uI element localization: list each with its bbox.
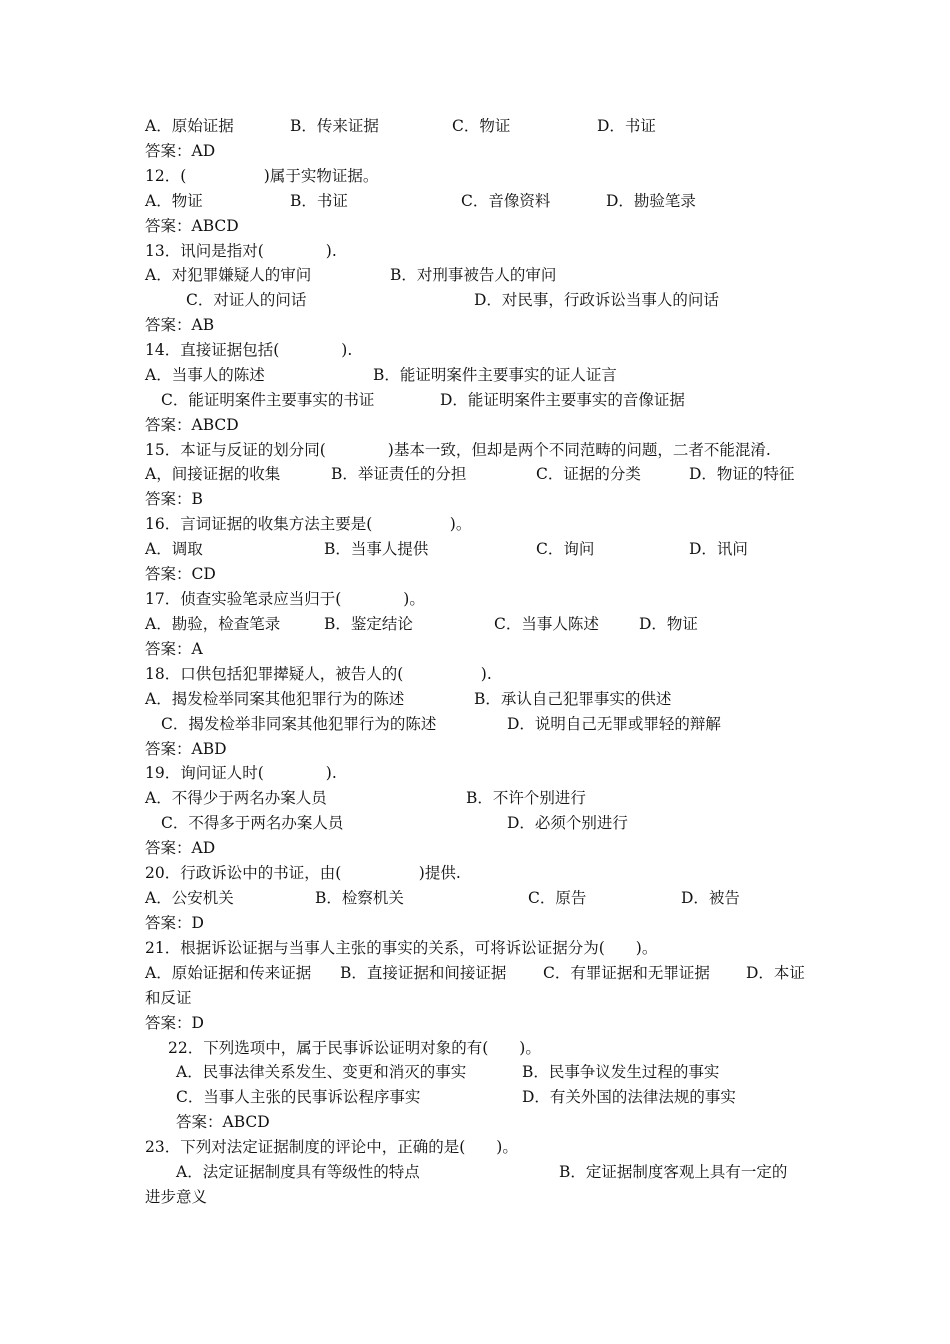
answer-12: 答案：ABCD: [145, 217, 239, 235]
option-c: C．物证: [452, 117, 511, 135]
answer-13: 答案：AB: [145, 316, 215, 334]
option-b: B．对刑事被告人的审问: [390, 266, 557, 284]
option-c: C．能证明案件主要事实的书证: [161, 391, 375, 409]
option-c: C．不得多于两名办案人员: [161, 814, 344, 832]
option-d: D．对民事，行政诉讼当事人的问话: [474, 291, 719, 309]
option-d: D．被告: [681, 889, 740, 907]
question-20: 20．行政诉讼中的书证，由( )提供.: [145, 864, 461, 882]
option-a: A．民事法律关系发生、变更和消灭的事实: [176, 1063, 467, 1081]
question-21-options-continued: 和反证: [145, 989, 192, 1007]
option-b: B．承认自己犯罪事实的供述: [474, 690, 672, 708]
option-b: B．鉴定结论: [324, 615, 413, 633]
option-a: A．原始证据: [145, 117, 234, 135]
question-14-options-row1: [145, 363, 825, 388]
option-d: D．必须个别进行: [507, 814, 628, 832]
answer-20: 答案：D: [145, 914, 204, 932]
question-13-options-row2: [145, 288, 825, 313]
option-a: A．公安机关: [145, 889, 234, 907]
option-c: C．当事人陈述: [494, 615, 599, 633]
option-c: C．对证人的问话: [186, 291, 307, 309]
option-a: A．原始证据和传来证据: [145, 964, 312, 982]
question-22-options-row1: [176, 1060, 826, 1085]
option-a: A．不得少于两名办案人员: [145, 789, 327, 807]
question-17: 17．侦查实验笔录应当归于( )。: [145, 590, 425, 608]
option-a: A．对犯罪嫌疑人的审问: [145, 266, 312, 284]
option-c: C．音像资料: [461, 192, 551, 210]
option-b: B．检察机关: [315, 889, 404, 907]
question-18-options-row1: [145, 687, 825, 712]
option-b: B．当事人提供: [324, 540, 429, 558]
question-19: 19．询问证人时( ).: [145, 764, 337, 782]
answer-15: 答案：B: [145, 490, 203, 508]
option-a: A，间接证据的收集: [145, 465, 281, 483]
option-c: C．揭发检举非同案其他犯罪行为的陈述: [161, 715, 437, 733]
option-c: C．询问: [536, 540, 595, 558]
answer-22: 答案：ABCD: [176, 1113, 270, 1131]
option-d: D．勘验笔录: [606, 192, 696, 210]
question-12: 12．( )属于实物证据。: [145, 167, 379, 185]
option-d: D．物证: [639, 615, 698, 633]
option-a: A．揭发检举同案其他犯罪行为的陈述: [145, 690, 405, 708]
option-d: D．说明自己无罪或罪轻的辩解: [507, 715, 721, 733]
question-19-options-row1: [145, 786, 825, 811]
answer-21: 答案：D: [145, 1014, 204, 1032]
option-d: D．有关外国的法律法规的事实: [522, 1088, 736, 1106]
question-23-options-continued: 进步意义: [145, 1188, 208, 1206]
option-c: C．证据的分类: [536, 465, 641, 483]
option-d: D．讯问: [689, 540, 748, 558]
answer-17: 答案：A: [145, 640, 203, 658]
option-a: A．勘验，检查笔录: [145, 615, 281, 633]
option-c: C．原告: [528, 889, 587, 907]
option-b: B．民事争议发生过程的事实: [522, 1063, 720, 1081]
question-23: 23．下列对法定证据制度的评论中，正确的是( )。: [145, 1138, 518, 1156]
question-19-options-row2: [145, 811, 825, 836]
option-a: A．物证: [145, 192, 203, 210]
option-a: A．当事人的陈述: [145, 366, 265, 384]
option-c: C．当事人主张的民事诉讼程序事实: [176, 1088, 421, 1106]
question-18-options-row2: [145, 712, 825, 737]
option-b: B．定证据制度客观上具有一定的: [559, 1163, 788, 1181]
question-16-options: [145, 537, 825, 562]
option-b: B．传来证据: [290, 117, 379, 135]
question-12-options: [145, 189, 825, 214]
answer-11: 答案：AD: [145, 142, 216, 160]
option-d: D．本证: [746, 964, 805, 982]
answer-18: 答案：ABD: [145, 740, 227, 758]
answer-16: 答案：CD: [145, 565, 216, 583]
option-c: C．有罪证据和无罪证据: [543, 964, 710, 982]
question-23-options: [176, 1160, 826, 1185]
option-b: B．能证明案件主要事实的证人证言: [373, 366, 617, 384]
question-16: 16．言词证据的收集方法主要是( )。: [145, 515, 472, 533]
answer-19: 答案：AD: [145, 839, 216, 857]
option-a: A．法定证据制度具有等级性的特点: [176, 1163, 420, 1181]
question-17-options: [145, 612, 825, 637]
option-b: B．直接证据和间接证据: [340, 964, 507, 982]
question-13: 13．讯问是指对( ).: [145, 242, 337, 260]
question-20-options: [145, 886, 825, 911]
option-a: A．调取: [145, 540, 203, 558]
question-14-options-row2: [145, 388, 825, 413]
option-b: B．举证责任的分担: [331, 465, 467, 483]
option-d: D．能证明案件主要事实的音像证据: [440, 391, 685, 409]
option-d: D．物证的特征: [689, 465, 795, 483]
option-d: D．书证: [597, 117, 656, 135]
question-18: 18．口供包括犯罪撵疑人，被告人的( ).: [145, 665, 492, 683]
question-22-options-row2: [176, 1085, 826, 1110]
question-21: 21．根据诉讼证据与当事人主张的事实的关系，可将诉讼证据分为( )。: [145, 939, 658, 957]
question-15-options: [145, 462, 825, 487]
answer-14: 答案：ABCD: [145, 416, 239, 434]
question-21-options: [145, 961, 825, 986]
question-15: 15．本证与反证的划分同( )基本一致，但却是两个不同范畴的问题，二者不能混淆.: [145, 441, 771, 459]
option-b: B．书证: [290, 192, 348, 210]
question-11-options: [145, 114, 825, 139]
question-22: 22．下列选项中，属于民事诉讼证明对象的有( )。: [168, 1039, 541, 1057]
question-14: 14．直接证据包括( ).: [145, 341, 353, 359]
option-b: B．不许个别进行: [466, 789, 586, 807]
question-13-options-row1: [145, 263, 825, 288]
